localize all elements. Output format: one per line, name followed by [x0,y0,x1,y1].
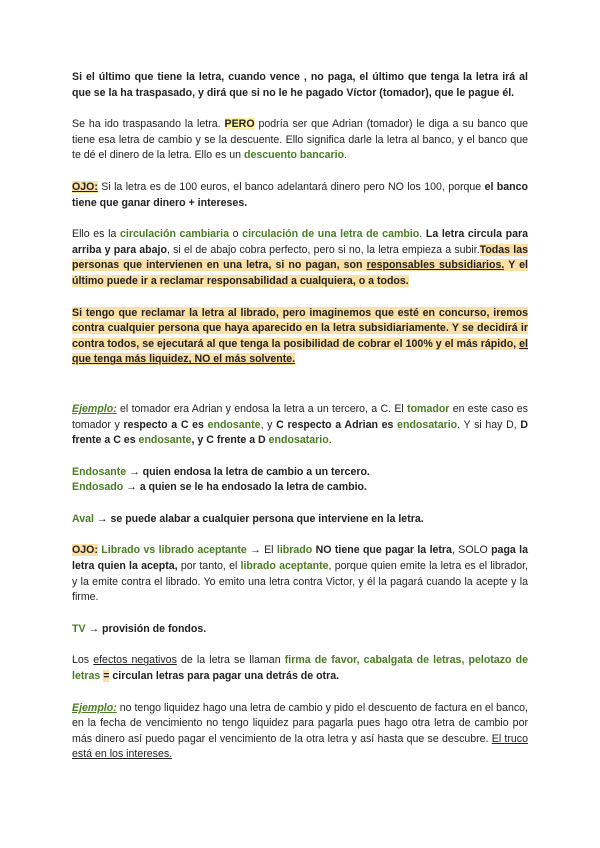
aval-term: Aval [72,512,94,525]
endosante-term: endosante [207,418,261,431]
librado-term: librado [276,544,313,557]
tomador-term: tomador [407,402,450,415]
text: no tengo liquidez hago una letra de cambio y pido el descuento de factura en el banco, en la fecha de vencimiento no tengo liquidez para pagarla pues hago otra letra de cambio por más dinero así puedo pagar el vencimiento de la otra letra y así hasta que se descubre. [72,701,528,745]
paragraph-ejemplo-liquidez [72,701,528,763]
highlighted-text: Todas las personas que intervienen en una letra, si no pagan, son [72,243,528,272]
text: podría ser que Adrian (tomador) le diga a su banco que tiene esa letra de cambio y se la descuente. Ello significa darle la letra al banco, y el banco que te dé el dinero de la letra. Ello es un [72,118,528,162]
bold-text: → quien endosa la letra de cambio a un tercero. [126,465,370,478]
ojo-label: OJO: [72,544,98,557]
equals-highlight: = [103,670,110,683]
pero-highlight: PERO [224,118,255,131]
librado-vs-aceptante-term: Librado vs librado aceptante [101,544,247,557]
text: Ello es la [72,228,120,241]
bold-text: , y C frente a D [191,434,269,447]
underlined-text: efectos negativos [93,654,177,667]
ejemplo-label: Ejemplo: [72,701,117,714]
bold-text: La letra circula para arriba y para abajo [72,228,528,256]
bold-text: → se puede alabar a cualquier persona que interviene en la letra. [93,512,424,525]
endosado-term: Endosado [72,481,124,494]
highlighted-text: Y el último puede ir a reclamar responsabilidad a cualquiera, o a todos. [72,259,529,287]
underlined-text: El truco está en los intereses. [72,732,528,761]
endosante-term: Endosante [72,465,127,478]
paragraph-definiciones-endoso [72,465,528,496]
circulacion-letra-term: circulación de una letra de cambio [242,228,420,241]
highlighted-text: Si tengo que reclamar la letra al librado, pero imaginemos que esté en concurso, iremos contra cualquier persona que haya aparecido en la letra subsidiariamente. Y se decidirá ir contra todos, se ejecutará al que tenga la posibilidad de cobrar el 100% y el más rápido, [72,306,528,350]
paragraph-reclamar-librado [72,306,528,368]
text: o [229,228,243,241]
text: , si el de abajo cobra perfecto, pero si no, la letra empieza a subir. [166,243,480,256]
bold-text: D frente a C es [72,418,529,447]
text: Si la letra es de 100 euros, el banco adelantará dinero pero NO los 100, porque [97,180,485,193]
ejemplo-label: Ejemplo: [72,402,117,415]
bold-text: → provisión de fondos. [85,622,207,635]
paragraph-efectos-negativos [72,653,528,684]
text: por tanto, el [177,560,241,573]
circulacion-cambiaria-term: circulación cambiaria [119,228,230,241]
paragraph-ojo-100-euros [72,180,528,211]
text: . [419,228,426,241]
responsables-subsidiarios-term: responsables subsidiarios. [366,259,505,272]
text: en este caso es tomador y [72,402,528,431]
paragraph-circulacion [72,227,528,289]
text: , porque quien emite la letra es el librador, y la emite contra el librado. Yo emito una letra contra Victor, y él la pagará cuando la acepte y la firme. [72,560,528,604]
paragraph-tv [72,622,528,638]
efectos-negativos-terms: firma de favor, cabalgata de letras, pelotazo de letras [72,654,528,683]
paragraph-traspaso [72,117,528,164]
endosatario-term: endosatario [397,418,458,431]
endosatario-term: endosatario [268,434,329,447]
text: , SOLO [451,544,492,557]
paragraph-librado-vs-aceptante [72,543,528,605]
bold-text: C respecto a Adrian es [276,418,398,431]
text: , y [260,418,277,431]
endosante-term: endosante [138,434,192,447]
librado-aceptante-term: librado aceptante [240,560,329,573]
text: . [328,434,332,447]
text: de la letra se llaman [176,654,285,667]
highlighted-underlined-text: el que tenga más liquidez, NO el más solvente. [72,337,528,366]
paragraph-ultimo-letra: Si el último que tiene la letra, cuando vence , no paga, el último que tenga la letra irá al que se la ha traspasado, y dirá que si no le he pagado Víctor (tomador), que le pague él. [72,71,528,99]
bold-text: → a quien se le ha endosado la letra de cambio. [123,481,367,494]
bold-text: paga la letra quien la acepta, [72,544,529,573]
paragraph-aval [72,512,528,528]
bold-text: NO tiene que pagar la letra [312,544,452,557]
text: → El [246,544,277,557]
bold-text: circulan letras para pagar una detrás de otra. [109,670,340,683]
paragraph-ejemplo-endoso [72,402,528,449]
text: Los [72,654,94,667]
ojo-label: OJO: [72,180,98,193]
bold-text: el banco tiene que ganar dinero + intereses. [72,180,529,209]
text: . [344,149,347,162]
tv-term: TV [72,622,86,635]
text: Se ha ido traspasando la letra. [72,118,225,131]
text: el tomador era Adrian y endosa la letra a un tercero, a C. El [116,402,408,415]
descuento-bancario-term: descuento bancario [243,149,345,162]
text: . Y si hay D, [457,418,521,431]
bold-text: respecto a C es [123,418,208,431]
